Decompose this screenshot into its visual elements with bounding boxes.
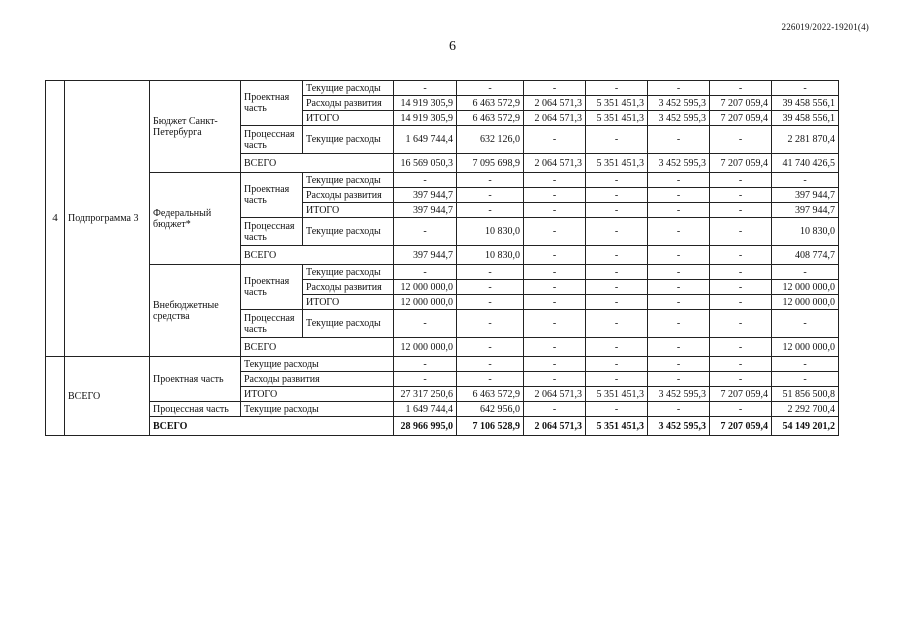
current-expenses-label: Текущие расходы: [303, 218, 394, 246]
current-expenses-label: Текущие расходы: [303, 173, 394, 188]
value-cell: -: [710, 203, 772, 218]
value-cell: -: [457, 310, 524, 338]
value-cell: 10 830,0: [457, 218, 524, 246]
value-cell: -: [772, 81, 839, 96]
value-cell: -: [524, 402, 586, 417]
value-cell: -: [524, 173, 586, 188]
value-cell: -: [710, 188, 772, 203]
value-cell: 2 064 571,3: [524, 96, 586, 111]
summary-project-part-label: Проектная часть: [150, 357, 241, 402]
value-cell: 397 944,7: [394, 188, 457, 203]
current-expenses-label: Текущие расходы: [303, 126, 394, 154]
value-cell: -: [710, 218, 772, 246]
value-cell: 5 351 451,3: [586, 111, 648, 126]
value-cell: 7 207 059,4: [710, 96, 772, 111]
value-cell: 2 064 571,3: [524, 417, 586, 436]
table-row: [46, 357, 839, 372]
itogo-label: ИТОГО: [241, 387, 394, 402]
value-cell: 7 207 059,4: [710, 417, 772, 436]
value-cell: 7 207 059,4: [710, 387, 772, 402]
value-cell: -: [457, 81, 524, 96]
value-cell: -: [586, 246, 648, 265]
value-cell: 54 149 201,2: [772, 417, 839, 436]
value-cell: -: [648, 295, 710, 310]
value-cell: -: [648, 357, 710, 372]
value-cell: -: [772, 372, 839, 387]
value-cell: 632 126,0: [457, 126, 524, 154]
value-cell: -: [648, 310, 710, 338]
value-cell: -: [710, 173, 772, 188]
value-cell: 5 351 451,3: [586, 417, 648, 436]
value-cell: 3 452 595,3: [648, 111, 710, 126]
value-cell: -: [457, 372, 524, 387]
summary-process-part-label: Процессная часть: [150, 402, 241, 417]
value-cell: -: [772, 173, 839, 188]
value-cell: -: [648, 126, 710, 154]
value-cell: -: [394, 265, 457, 280]
value-cell: -: [524, 295, 586, 310]
value-cell: -: [524, 203, 586, 218]
value-cell: 14 919 305,9: [394, 111, 457, 126]
value-cell: -: [772, 357, 839, 372]
value-cell: -: [457, 295, 524, 310]
value-cell: -: [524, 81, 586, 96]
value-cell: 39 458 556,1: [772, 96, 839, 111]
current-expenses-label: Текущие расходы: [241, 357, 394, 372]
value-cell: -: [394, 81, 457, 96]
current-expenses-label: Текущие расходы: [303, 81, 394, 96]
value-cell: 7 207 059,4: [710, 111, 772, 126]
value-cell: -: [710, 126, 772, 154]
value-cell: -: [648, 372, 710, 387]
value-cell: 397 944,7: [772, 188, 839, 203]
value-cell: 14 919 305,9: [394, 96, 457, 111]
value-cell: -: [457, 280, 524, 295]
value-cell: 6 463 572,9: [457, 387, 524, 402]
value-cell: 6 463 572,9: [457, 111, 524, 126]
value-cell: -: [586, 402, 648, 417]
value-cell: -: [648, 280, 710, 295]
value-cell: -: [586, 280, 648, 295]
development-expenses-label: Расходы развития: [303, 96, 394, 111]
value-cell: -: [710, 310, 772, 338]
value-cell: 408 774,7: [772, 246, 839, 265]
value-cell: -: [710, 265, 772, 280]
value-cell: 12 000 000,0: [394, 295, 457, 310]
value-cell: -: [524, 338, 586, 357]
row-number: 4: [46, 81, 65, 357]
value-cell: -: [524, 357, 586, 372]
funding-source: Федеральный бюджет*: [150, 173, 241, 265]
value-cell: 5 351 451,3: [586, 154, 648, 173]
value-cell: 2 292 700,4: [772, 402, 839, 417]
value-cell: 10 830,0: [457, 246, 524, 265]
value-cell: 39 458 556,1: [772, 111, 839, 126]
value-cell: -: [772, 265, 839, 280]
value-cell: 397 944,7: [772, 203, 839, 218]
value-cell: 397 944,7: [394, 246, 457, 265]
value-cell: 7 106 528,9: [457, 417, 524, 436]
itogo-label: ИТОГО: [303, 203, 394, 218]
value-cell: 642 956,0: [457, 402, 524, 417]
development-expenses-label: Расходы развития: [303, 280, 394, 295]
value-cell: 5 351 451,3: [586, 96, 648, 111]
value-cell: -: [457, 173, 524, 188]
value-cell: -: [524, 310, 586, 338]
value-cell: -: [586, 310, 648, 338]
value-cell: -: [394, 173, 457, 188]
value-cell: -: [648, 81, 710, 96]
program-name: Подпрограмма 3: [65, 81, 150, 357]
value-cell: 12 000 000,0: [772, 295, 839, 310]
itogo-label: ИТОГО: [303, 111, 394, 126]
value-cell: -: [586, 372, 648, 387]
value-cell: 12 000 000,0: [394, 280, 457, 295]
value-cell: -: [586, 218, 648, 246]
value-cell: -: [524, 372, 586, 387]
value-cell: -: [394, 310, 457, 338]
value-cell: -: [524, 280, 586, 295]
value-cell: 1 649 744,4: [394, 402, 457, 417]
value-cell: -: [394, 218, 457, 246]
value-cell: -: [586, 338, 648, 357]
value-cell: -: [710, 295, 772, 310]
development-expenses-label: Расходы развития: [241, 372, 394, 387]
funding-source: Бюджет Санкт-Петербурга: [150, 81, 241, 173]
value-cell: 3 452 595,3: [648, 96, 710, 111]
value-cell: -: [586, 173, 648, 188]
development-expenses-label: Расходы развития: [303, 188, 394, 203]
value-cell: -: [524, 188, 586, 203]
value-cell: 3 452 595,3: [648, 387, 710, 402]
value-cell: -: [710, 81, 772, 96]
value-cell: 397 944,7: [394, 203, 457, 218]
value-cell: 16 569 050,3: [394, 154, 457, 173]
value-cell: -: [586, 81, 648, 96]
value-cell: -: [394, 372, 457, 387]
value-cell: 5 351 451,3: [586, 387, 648, 402]
value-cell: -: [648, 173, 710, 188]
value-cell: -: [524, 265, 586, 280]
value-cell: -: [586, 188, 648, 203]
value-cell: -: [648, 338, 710, 357]
document-id: 226019/2022-19201(4): [781, 22, 869, 32]
value-cell: -: [586, 203, 648, 218]
value-cell: -: [710, 280, 772, 295]
value-cell: 51 856 500,8: [772, 387, 839, 402]
grand-total-label: ВСЕГО: [150, 417, 394, 436]
value-cell: -: [586, 265, 648, 280]
itogo-label: ИТОГО: [303, 295, 394, 310]
process-part-label: Процессная часть: [241, 218, 303, 246]
value-cell: -: [648, 203, 710, 218]
value-cell: -: [457, 338, 524, 357]
vsego-label: ВСЕГО: [241, 246, 394, 265]
value-cell: -: [772, 310, 839, 338]
value-cell: -: [648, 218, 710, 246]
value-cell: -: [457, 265, 524, 280]
value-cell: -: [586, 126, 648, 154]
summary-label: ВСЕГО: [65, 357, 150, 436]
vsego-label: ВСЕГО: [241, 338, 394, 357]
vsego-label: ВСЕГО: [241, 154, 394, 173]
current-expenses-label: Текущие расходы: [303, 310, 394, 338]
value-cell: 10 830,0: [772, 218, 839, 246]
value-cell: -: [648, 188, 710, 203]
value-cell: -: [710, 402, 772, 417]
process-part-label: Процессная часть: [241, 126, 303, 154]
value-cell: -: [648, 265, 710, 280]
value-cell: 12 000 000,0: [772, 280, 839, 295]
value-cell: -: [457, 203, 524, 218]
value-cell: -: [457, 188, 524, 203]
value-cell: -: [524, 218, 586, 246]
value-cell: 2 281 870,4: [772, 126, 839, 154]
value-cell: 7 095 698,9: [457, 154, 524, 173]
current-expenses-label: Текущие расходы: [303, 265, 394, 280]
value-cell: 28 966 995,0: [394, 417, 457, 436]
value-cell: -: [710, 338, 772, 357]
value-cell: -: [710, 246, 772, 265]
value-cell: 2 064 571,3: [524, 111, 586, 126]
value-cell: -: [710, 372, 772, 387]
value-cell: -: [586, 295, 648, 310]
value-cell: 3 452 595,3: [648, 417, 710, 436]
value-cell: -: [524, 246, 586, 265]
value-cell: -: [457, 357, 524, 372]
value-cell: -: [394, 357, 457, 372]
table-row: [46, 265, 839, 280]
table-row: [46, 173, 839, 188]
process-part-label: Процессная часть: [241, 310, 303, 338]
value-cell: 6 463 572,9: [457, 96, 524, 111]
budget-table: [45, 80, 839, 436]
value-cell: -: [648, 402, 710, 417]
value-cell: -: [586, 357, 648, 372]
project-part-label: Проектная часть: [241, 81, 303, 126]
funding-source: Внебюджетные средства: [150, 265, 241, 357]
table-row: [46, 402, 839, 417]
project-part-label: Проектная часть: [241, 265, 303, 310]
value-cell: 2 064 571,3: [524, 154, 586, 173]
table-row: [46, 417, 839, 436]
current-expenses-label: Текущие расходы: [241, 402, 394, 417]
value-cell: 41 740 426,5: [772, 154, 839, 173]
page-number: 6: [449, 39, 456, 54]
value-cell: -: [648, 246, 710, 265]
value-cell: -: [710, 357, 772, 372]
value-cell: 3 452 595,3: [648, 154, 710, 173]
value-cell: 27 317 250,6: [394, 387, 457, 402]
project-part-label: Проектная часть: [241, 173, 303, 218]
value-cell: 1 649 744,4: [394, 126, 457, 154]
table-row: [46, 81, 839, 96]
value-cell: 12 000 000,0: [772, 338, 839, 357]
summary-spacer: [46, 357, 65, 436]
value-cell: 12 000 000,0: [394, 338, 457, 357]
value-cell: 2 064 571,3: [524, 387, 586, 402]
value-cell: -: [524, 126, 586, 154]
value-cell: 7 207 059,4: [710, 154, 772, 173]
